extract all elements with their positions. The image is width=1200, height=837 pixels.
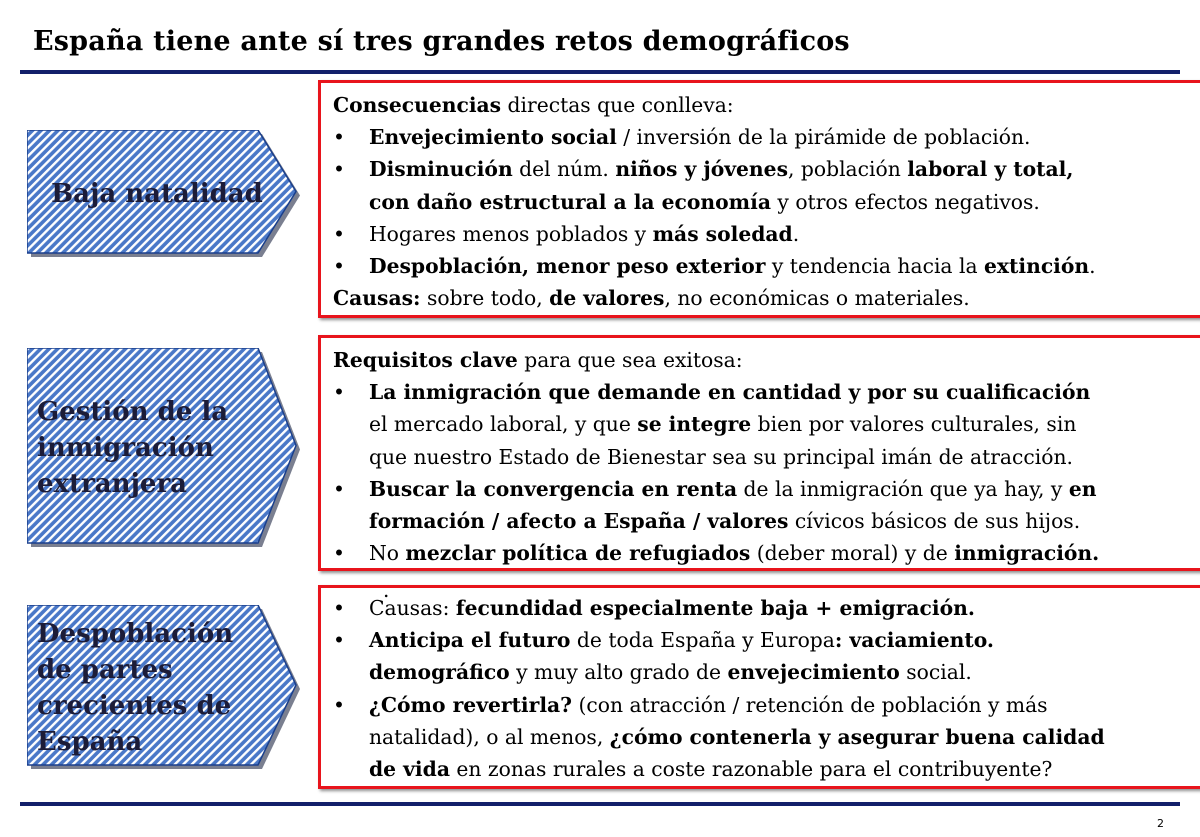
text: que nuestro Estado de Bienestar sea su principal imán de atracción. bbox=[369, 444, 1073, 469]
bullet-continuation bbox=[333, 505, 1192, 537]
bullet-continuation bbox=[333, 656, 1192, 688]
bullet-item bbox=[333, 250, 1192, 282]
text: , no económicas o materiales. bbox=[664, 286, 970, 311]
text: natalidad), o al menos, bbox=[369, 724, 610, 749]
page-number: 2 bbox=[1157, 817, 1164, 830]
footer-divider bbox=[20, 802, 1180, 806]
bold-text: ¿Cómo revertirla? bbox=[369, 692, 573, 717]
text: (con atracción / retención de población y más bbox=[572, 692, 1048, 717]
text: sobre todo, bbox=[420, 286, 550, 311]
bold-text: inmigración. bbox=[954, 541, 1100, 566]
challenge-label: Despoblación de partes crecientes de España bbox=[37, 618, 234, 757]
text: , población bbox=[788, 157, 908, 182]
consequences-box-natalidad bbox=[318, 80, 1200, 318]
bullet-item bbox=[333, 537, 1192, 569]
requirements-box-inmigracion bbox=[318, 335, 1200, 571]
text: de la inmigración que ya hay, y bbox=[737, 476, 1069, 501]
bold-text: extinción bbox=[984, 254, 1090, 279]
bold-text: niños y jóvenes bbox=[615, 157, 788, 182]
stray-dot: . bbox=[383, 578, 390, 602]
text: para que sea exitosa: bbox=[517, 348, 743, 372]
bold-text: de vida bbox=[369, 757, 450, 782]
text: . bbox=[1089, 254, 1096, 279]
text: Causas: bbox=[369, 596, 456, 620]
challenge-arrow-inmigracion bbox=[27, 348, 301, 548]
bold-text: Anticipa el futuro bbox=[369, 628, 571, 653]
text: y otros efectos negativos. bbox=[770, 189, 1040, 214]
bold-text: más soledad bbox=[652, 221, 793, 246]
title-divider bbox=[20, 70, 1180, 74]
bold-text: fecundidad especialmente baja + emigración. bbox=[455, 596, 975, 620]
text: No bbox=[369, 541, 406, 566]
page-title: España tiene ante sí tres grandes retos demográficos bbox=[33, 26, 850, 57]
bold-text: ¿cómo contenerla y asegurar buena calidad bbox=[609, 724, 1105, 749]
section-heading bbox=[333, 89, 1192, 121]
challenge-arrow-despoblacion bbox=[27, 605, 301, 770]
bullet-continuation bbox=[333, 441, 1192, 473]
bold-text: Despoblación, menor peso exterior bbox=[369, 254, 766, 279]
text: de toda España y Europa bbox=[570, 628, 835, 653]
bullet-item bbox=[333, 624, 1192, 656]
bold-text: : vaciamiento. bbox=[834, 628, 994, 653]
text: social. bbox=[899, 660, 972, 685]
bold-text: Causas: bbox=[333, 286, 421, 311]
text: del núm. bbox=[512, 157, 616, 182]
bullet-item bbox=[333, 153, 1192, 185]
bold-text: con daño estructural a la economía bbox=[369, 189, 771, 214]
bullet-item bbox=[333, 376, 1192, 408]
text: y muy alto grado de bbox=[509, 660, 728, 685]
text: (deber moral) y de bbox=[750, 541, 955, 566]
bold-text: Envejecimiento social bbox=[369, 125, 617, 150]
bullet-item bbox=[333, 218, 1192, 250]
text: . bbox=[792, 221, 800, 246]
bold-text: mezclar política de refugiados bbox=[405, 541, 751, 566]
bullet-continuation bbox=[333, 186, 1192, 218]
bullet-item bbox=[333, 473, 1192, 505]
bold-text: formación / afecto a España / valores bbox=[369, 509, 789, 534]
text: directas que conlleva: bbox=[501, 93, 734, 117]
bold-text: La inmigración que demande en cantidad y por su cualificación bbox=[369, 380, 1091, 405]
bold-text: en bbox=[1068, 476, 1097, 501]
bullet-continuation bbox=[333, 721, 1192, 753]
bold-text: laboral y total, bbox=[907, 157, 1074, 182]
text: Hogares menos poblados y bbox=[369, 221, 653, 246]
text: y tendencia hacia la bbox=[765, 254, 984, 279]
challenge-label: Gestión de la inmigración extranjera bbox=[37, 397, 229, 499]
bullet-item bbox=[333, 592, 1192, 624]
bullet-item bbox=[333, 689, 1192, 721]
bold-text: Requisitos clave bbox=[333, 348, 518, 372]
bold-text: de valores bbox=[549, 286, 665, 311]
challenge-arrow-natalidad bbox=[27, 130, 301, 258]
bullet-item bbox=[333, 121, 1192, 153]
bold-text: Disminución bbox=[369, 157, 513, 182]
bullet-continuation bbox=[333, 408, 1192, 440]
bold-text: Consecuencias bbox=[333, 93, 502, 117]
bold-text: envejecimiento bbox=[727, 660, 900, 685]
text: en zonas rurales a coste razonable para el contribuyente? bbox=[449, 757, 1053, 782]
text: cívicos básicos de sus hijos. bbox=[788, 509, 1081, 534]
text: bien por valores culturales, sin bbox=[751, 412, 1077, 437]
text: / inversión de la pirámide de población. bbox=[616, 125, 1031, 150]
challenge-label: Baja natalidad bbox=[51, 179, 263, 209]
causes-box-despoblacion bbox=[318, 585, 1200, 789]
section-heading bbox=[333, 282, 1192, 314]
section-heading bbox=[333, 344, 1192, 376]
bold-text: demográfico bbox=[369, 660, 510, 685]
bold-text: Buscar la convergencia en renta bbox=[369, 476, 738, 501]
bold-text: se integre bbox=[637, 412, 752, 437]
text: el mercado laboral, y que bbox=[369, 412, 638, 437]
bullet-continuation bbox=[333, 753, 1192, 785]
